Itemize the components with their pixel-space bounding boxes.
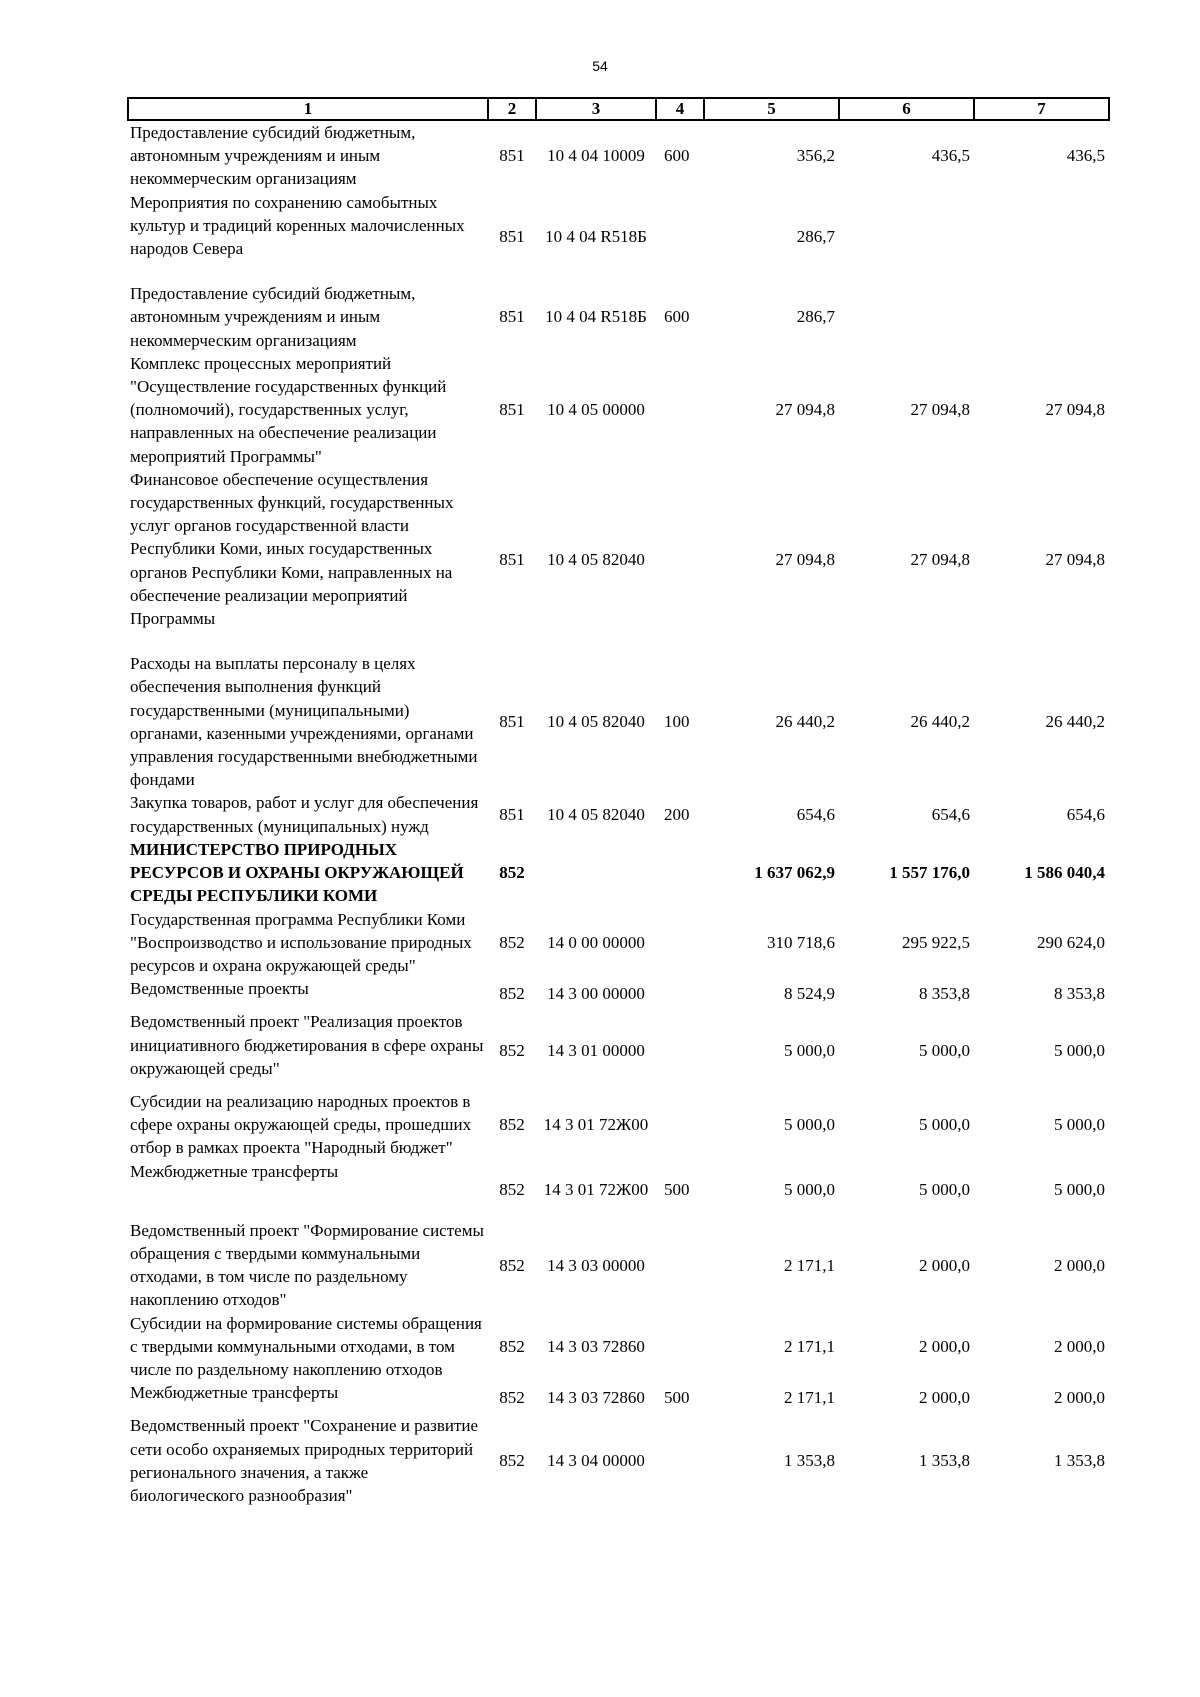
row-amount-col7 (974, 282, 1109, 352)
row-admin-code: 851 (499, 146, 525, 166)
row-amount-col6: 1 557 176,0 (889, 863, 970, 883)
row-admin-code: 852 (499, 932, 525, 952)
row-amount-col6 (839, 282, 974, 352)
row-amount-col7: 27 094,8 (1045, 400, 1105, 420)
row-expense-type (656, 1010, 704, 1090)
table-row (128, 1414, 1109, 1507)
row-amount-col5: 5 000,0 (784, 1040, 835, 1060)
row-amount-col5: 2 171,1 (784, 1388, 835, 1408)
row-target-article: 10 4 04 10009 (547, 146, 645, 166)
row-expense-type (656, 1090, 704, 1160)
table-row (128, 191, 1109, 283)
row-name: Государственная программа Республики Коми "Воспроизводство и использование природных ресурсов и охрана окружающей среды" (130, 909, 472, 975)
header-col-2: 2 (488, 98, 536, 120)
row-target-article: 14 0 00 00000 (547, 932, 645, 952)
row-amount-col5: 27 094,8 (775, 550, 835, 570)
row-target-article: 10 4 05 82040 (547, 550, 645, 570)
row-name: Комплекс процессных мероприятий "Осуществление государственных функций (полномочий), государственных услуг, направленных на обеспечение реализации мероприятий Программы" (130, 353, 447, 466)
row-amount-col5: 1 353,8 (784, 1451, 835, 1471)
row-expense-type (656, 908, 704, 978)
row-admin-code: 851 (499, 307, 525, 327)
row-name: Ведомственный проект "Реализация проектов инициативного бюджетирования в сфере охраны окружающей среды" (130, 1012, 484, 1078)
row-amount-col5: 2 171,1 (784, 1255, 835, 1275)
row-amount-col6: 1 353,8 (919, 1451, 970, 1471)
row-target-article: 10 4 04 R518Б (545, 307, 647, 327)
row-expense-type: 200 (664, 805, 690, 825)
row-name: Закупка товаров, работ и услуг для обеспечения государственных (муниципальных) нужд (130, 793, 479, 836)
row-amount-col7: 1 353,8 (1054, 1451, 1105, 1471)
row-target-article: 14 3 01 72Ж00 (543, 1179, 649, 1199)
row-admin-code: 851 (499, 400, 525, 420)
row-target-article: 14 3 03 00000 (547, 1255, 645, 1275)
header-col-6: 6 (839, 98, 974, 120)
row-name: Межбюджетные трансферты (130, 1161, 339, 1181)
row-amount-col7: 654,6 (1066, 805, 1105, 825)
row-expense-type (656, 191, 704, 283)
table-row (128, 1010, 1109, 1090)
row-amount-col7 (974, 191, 1109, 283)
row-amount-col6: 436,5 (931, 146, 970, 166)
row-expense-type (656, 468, 704, 652)
row-admin-code: 852 (499, 1115, 525, 1135)
row-admin-code: 852 (499, 1451, 525, 1471)
row-target-article: 10 4 05 00000 (547, 400, 645, 420)
row-amount-col7: 436,5 (1066, 146, 1105, 166)
table-row (128, 1219, 1109, 1312)
row-amount-col6: 8 353,8 (919, 984, 970, 1004)
row-admin-code: 851 (499, 226, 525, 246)
header-col-1: 1 (128, 98, 488, 120)
row-target-article (536, 838, 656, 908)
row-admin-code: 852 (499, 863, 525, 883)
row-amount-col5: 26 440,2 (775, 712, 835, 732)
row-amount-col6: 5 000,0 (919, 1179, 970, 1199)
row-amount-col6: 2 000,0 (919, 1336, 970, 1356)
row-amount-col6: 26 440,2 (910, 712, 970, 732)
row-amount-col5: 286,7 (796, 226, 835, 246)
row-amount-col5: 8 524,9 (784, 984, 835, 1004)
row-target-article: 14 3 03 72860 (547, 1336, 645, 1356)
header-col-4: 4 (656, 98, 704, 120)
row-admin-code: 851 (499, 805, 525, 825)
row-name: Расходы на выплаты персоналу в целях обеспечения выполнения функций государственными (муниципальными) органами, казенными учреждениями, органами управления государственными внебюджетными фондами (130, 654, 478, 790)
row-target-article: 10 4 05 82040 (547, 805, 645, 825)
row-expense-type: 600 (664, 146, 690, 166)
row-expense-type (656, 352, 704, 468)
table-row (128, 352, 1109, 468)
row-admin-code: 852 (499, 1255, 525, 1275)
row-admin-code: 852 (499, 1336, 525, 1356)
row-amount-col5: 310 718,6 (767, 932, 835, 952)
row-target-article: 14 3 03 72860 (547, 1388, 645, 1408)
row-expense-type (656, 838, 704, 908)
row-amount-col5: 1 637 062,9 (754, 863, 835, 883)
row-amount-col6: 27 094,8 (910, 550, 970, 570)
table-row (128, 468, 1109, 652)
row-expense-type (656, 1312, 704, 1382)
row-name: Субсидии на формирование системы обращения с твердыми коммунальными отходами, в том числе по раздельному накоплению отходов (130, 1313, 482, 1379)
row-amount-col6 (839, 191, 974, 283)
row-target-article: 14 3 00 00000 (547, 984, 645, 1004)
row-amount-col5: 27 094,8 (775, 400, 835, 420)
row-amount-col6: 27 094,8 (910, 400, 970, 420)
budget-table (127, 97, 1110, 1507)
row-name: МИНИСТЕРСТВО ПРИРОДНЫХ РЕСУРСОВ И ОХРАНЫ ОКРУЖАЮЩЕЙ СРЕДЫ РЕСПУБЛИКИ КОМИ (130, 839, 464, 906)
row-name: Ведомственный проект "Сохранение и развитие сети особо охраняемых природных территорий регионального значения, а также биологического разнообразия" (130, 1416, 479, 1505)
page-number: 54 (592, 58, 608, 74)
row-name: Финансовое обеспечение осуществления государственных функций, государственных услуг органов государственной власти Республики Коми, иных государственных органов Республики Коми, направленных на обеспечение реализации мероприятий Программы (130, 469, 454, 629)
table-row (128, 282, 1109, 352)
row-expense-type: 500 (664, 1388, 690, 1408)
row-amount-col7: 5 000,0 (1054, 1115, 1105, 1135)
table-row (128, 908, 1109, 978)
row-name: Ведомственный проект "Формирование системы обращения с твердыми коммунальными отходами, в том числе по раздельному накоплению отходов" (130, 1220, 484, 1310)
row-name: Субсидии на реализацию народных проектов в сфере охраны окружающей среды, прошедших отбор в рамках проекта "Народный бюджет" (130, 1091, 472, 1158)
row-amount-col7: 5 000,0 (1054, 1040, 1105, 1060)
row-expense-type: 100 (664, 712, 690, 732)
row-amount-col7: 290 624,0 (1037, 932, 1105, 952)
row-amount-col5: 2 171,1 (784, 1336, 835, 1356)
row-amount-col6: 2 000,0 (919, 1388, 970, 1408)
row-target-article: 14 3 01 00000 (547, 1040, 645, 1060)
table-row (128, 1312, 1109, 1382)
header-col-5: 5 (704, 98, 839, 120)
row-amount-col6: 295 922,5 (902, 932, 970, 952)
row-expense-type (656, 1414, 704, 1507)
row-amount-col6: 654,6 (931, 805, 970, 825)
row-admin-code: 852 (499, 1388, 525, 1408)
row-name: Ведомственные проекты (130, 979, 309, 999)
row-expense-type (656, 977, 704, 1010)
row-expense-type: 500 (664, 1179, 690, 1199)
row-amount-col5: 654,6 (796, 805, 835, 825)
row-admin-code: 852 (499, 984, 525, 1004)
row-amount-col7: 5 000,0 (1054, 1179, 1105, 1199)
row-name: Предоставление субсидий бюджетным, автономным учреждениям и иным некоммерческим организациям (130, 284, 416, 350)
table-row (128, 1381, 1109, 1414)
table-row (128, 977, 1109, 1010)
row-amount-col7: 2 000,0 (1054, 1255, 1105, 1275)
table-row (128, 120, 1109, 191)
row-amount-col7: 8 353,8 (1054, 984, 1105, 1004)
row-amount-col5: 286,7 (796, 307, 835, 327)
row-name: Межбюджетные трансферты (130, 1383, 339, 1403)
row-admin-code: 851 (499, 550, 525, 570)
table-header-row (128, 98, 1109, 120)
row-target-article: 10 4 05 82040 (547, 712, 645, 732)
table-row-ministry (128, 838, 1109, 908)
row-target-article: 14 3 01 72Ж00 (543, 1115, 649, 1135)
row-target-article: 14 3 04 00000 (547, 1451, 645, 1471)
row-amount-col7: 2 000,0 (1054, 1336, 1105, 1356)
row-expense-type (656, 1219, 704, 1312)
row-amount-col7: 1 586 040,4 (1024, 863, 1105, 883)
row-amount-col6: 2 000,0 (919, 1255, 970, 1275)
header-col-7: 7 (974, 98, 1109, 120)
row-amount-col5: 5 000,0 (784, 1179, 835, 1199)
row-admin-code: 852 (499, 1179, 525, 1199)
row-name: Мероприятия по сохранению самобытных культур и традиций коренных малочисленных народов Севера (130, 192, 465, 259)
row-admin-code: 852 (499, 1040, 525, 1060)
row-admin-code: 851 (499, 712, 525, 732)
row-amount-col5: 356,2 (796, 146, 835, 166)
header-col-3: 3 (536, 98, 656, 120)
row-amount-col6: 5 000,0 (919, 1115, 970, 1135)
row-target-article: 10 4 04 R518Б (545, 226, 647, 246)
row-amount-col5: 5 000,0 (784, 1115, 835, 1135)
row-amount-col7: 26 440,2 (1045, 712, 1105, 732)
row-expense-type: 600 (664, 307, 690, 327)
row-amount-col6: 5 000,0 (919, 1040, 970, 1060)
row-name: Предоставление субсидий бюджетным, автономным учреждениям и иным некоммерческим организациям (130, 123, 416, 189)
row-amount-col7: 27 094,8 (1045, 550, 1105, 570)
table-row (128, 652, 1109, 791)
table-row (128, 1090, 1109, 1160)
table-row (128, 1160, 1109, 1219)
row-amount-col7: 2 000,0 (1054, 1388, 1105, 1408)
table-row (128, 791, 1109, 837)
